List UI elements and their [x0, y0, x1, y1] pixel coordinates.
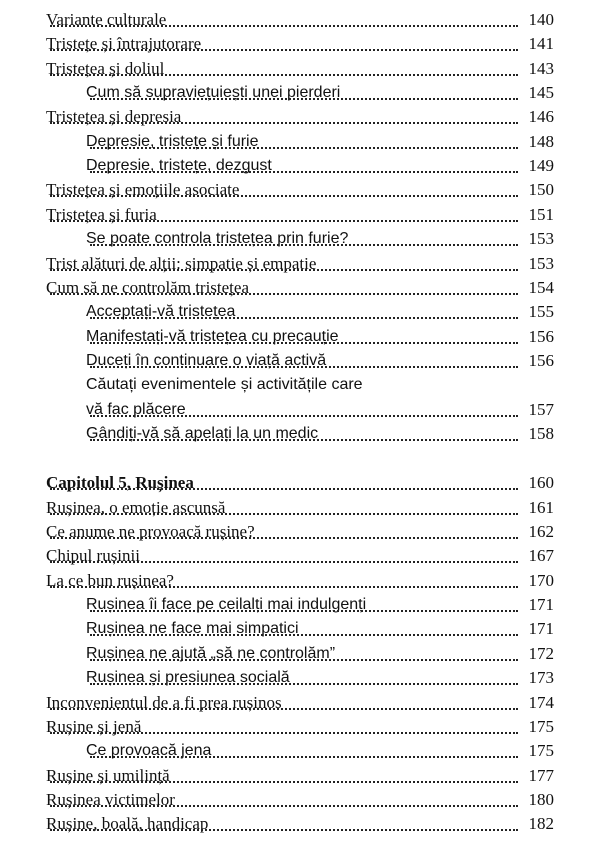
toc-entry-page-number: 153	[528, 252, 555, 276]
toc-entry	[0, 178, 600, 202]
toc-entry	[0, 520, 600, 544]
toc-entry-page-number: 161	[528, 496, 555, 520]
toc-dot-leader	[50, 293, 518, 295]
toc-entry-title: Se poate controla tristețea prin furie?	[86, 227, 349, 251]
toc-entry	[0, 276, 600, 300]
toc-entry-page-number: 151	[528, 203, 555, 227]
toc-entry-title: Rușinea victimelor	[46, 788, 176, 812]
toc-dot-leader	[90, 659, 518, 661]
toc-dot-leader	[90, 244, 518, 246]
toc-dot-leader	[50, 25, 518, 27]
toc-entry	[0, 227, 600, 251]
toc-entry-page-number: 145	[528, 81, 555, 105]
toc-entry-title: Tristețea și furia	[46, 203, 158, 227]
toc-dot-leader	[50, 488, 518, 490]
toc-dot-leader	[50, 49, 518, 51]
toc-entry	[0, 764, 600, 788]
toc-dot-leader	[50, 586, 518, 588]
toc-dot-leader	[50, 537, 518, 539]
toc-entry	[0, 471, 600, 495]
toc-entry-title: Rușinea ne ajută „să ne controlăm”	[86, 642, 336, 666]
toc-entry-title: Rușine și umilință	[46, 764, 171, 788]
toc-entry	[0, 57, 600, 81]
toc-entry-page-number: 141	[528, 32, 555, 56]
toc-entry-page-number: 156	[528, 325, 555, 349]
toc-entry	[0, 544, 600, 568]
toc-dot-leader	[90, 634, 518, 636]
toc-entry	[0, 373, 600, 397]
toc-entry-title: Tristețea și depresia	[46, 105, 182, 129]
toc-entry-page-number: 140	[528, 8, 555, 32]
toc-entry-title: Căutați evenimentele și activitățile care	[86, 373, 364, 397]
toc-entry	[0, 715, 600, 739]
toc-entry-title: Manifestați-vă tristețea cu precauție	[86, 325, 340, 349]
toc-entry-page-number: 170	[528, 569, 555, 593]
toc-entry-page-number: 150	[528, 178, 555, 202]
toc-entry	[0, 666, 600, 690]
toc-dot-leader	[90, 98, 518, 100]
toc-dot-leader	[90, 756, 518, 758]
toc-entry	[0, 130, 600, 154]
toc-dot-leader	[50, 74, 518, 76]
toc-entry	[0, 325, 600, 349]
toc-entry	[0, 154, 600, 178]
toc-entry	[0, 252, 600, 276]
toc-entry	[0, 8, 600, 32]
toc-entry	[0, 691, 600, 715]
toc-entry-title: Rușinea, o emoție ascunsă	[46, 496, 226, 520]
toc-dot-leader	[50, 220, 518, 222]
toc-dot-leader	[90, 171, 518, 173]
toc-entry-title: Variante culturale	[46, 8, 167, 32]
toc-entry-title: Depresie, tristețe, dezgust	[86, 154, 273, 178]
toc-entry-title: Rușine și jenă	[46, 715, 142, 739]
toc-entry	[0, 593, 600, 617]
toc-entry-page-number: 171	[528, 617, 555, 641]
toc-entry-page-number: 156	[528, 349, 555, 373]
toc-entry-title: Inconvenientul de a fi prea rușinos	[46, 691, 283, 715]
toc-entry	[0, 32, 600, 56]
toc-entry-page-number: 175	[528, 715, 555, 739]
toc-entry-title: Rușinea și presiunea socială	[86, 666, 291, 690]
toc-entry-title: La ce bun rușinea?	[46, 569, 175, 593]
toc-entry-page-number: 146	[528, 105, 555, 129]
toc-entry-page-number: 180	[528, 788, 555, 812]
toc-entry-title: Rușine, boală, handicap	[46, 812, 209, 836]
toc-dot-leader	[50, 732, 518, 734]
toc-entry	[0, 203, 600, 227]
toc-dot-leader	[50, 805, 518, 807]
toc-dot-leader	[50, 781, 518, 783]
toc-entry-page-number: 173	[528, 666, 555, 690]
toc-entry-page-number: 155	[528, 300, 555, 324]
toc-entry	[0, 569, 600, 593]
toc-entry-page-number: 171	[528, 593, 555, 617]
toc-dot-leader	[90, 683, 518, 685]
toc-dot-leader	[90, 342, 518, 344]
toc-entry-title: Trist alături de alții: simpatie și empatie	[46, 252, 317, 276]
toc-entry-page-number: 175	[528, 739, 555, 763]
toc-entry-page-number: 172	[528, 642, 555, 666]
toc-entry	[0, 398, 600, 422]
toc-entry-page-number: 143	[528, 57, 555, 81]
toc-entry	[0, 422, 600, 446]
toc-entry	[0, 617, 600, 641]
toc-entry-page-number: 182	[528, 812, 555, 836]
toc-entry	[0, 105, 600, 129]
toc-entry-title: Rușinea îi face pe ceilalți mai indulgenți	[86, 593, 367, 617]
toc-entry	[0, 739, 600, 763]
toc-entry	[0, 496, 600, 520]
toc-entry-page-number: 177	[528, 764, 555, 788]
toc-dot-leader	[90, 610, 518, 612]
toc-entry	[0, 788, 600, 812]
toc-entry-page-number: 149	[528, 154, 555, 178]
toc-entry-page-number: 158	[528, 422, 555, 446]
toc-entry-title: Depresie, tristețe și furie	[86, 130, 260, 154]
toc-dot-leader	[50, 829, 518, 831]
toc-entry-title: vă fac plăcere	[86, 398, 187, 422]
toc-dot-leader	[90, 415, 518, 417]
toc-dot-leader	[90, 317, 518, 319]
toc-entry	[0, 642, 600, 666]
toc-entry-title: Duceți în continuare o viață activă	[86, 349, 327, 373]
toc-entry-page-number: 162	[528, 520, 555, 544]
toc-dot-leader	[50, 122, 518, 124]
toc-entry-page-number: 154	[528, 276, 555, 300]
toc-entry-title: Cum să supraviețuiești unei pierderi	[86, 81, 341, 105]
toc-entry-page-number: 153	[528, 227, 555, 251]
toc-dot-leader	[50, 269, 518, 271]
toc-entry-title: Cum să ne controlăm tristețea	[46, 276, 250, 300]
toc-entry	[0, 300, 600, 324]
toc-entry-title: Gândiți-vă să apelați la un medic	[86, 422, 319, 446]
toc-entry-title: Ce provoacă jena	[86, 739, 212, 763]
toc-dot-leader	[90, 147, 518, 149]
toc-entry-page-number: 157	[528, 398, 555, 422]
toc-dot-leader	[90, 366, 518, 368]
toc-entry-title: Capitolul 5, Rușinea	[46, 471, 195, 495]
toc-dot-leader	[90, 439, 518, 441]
toc-dot-leader	[50, 708, 518, 710]
toc-entry-page-number: 148	[528, 130, 555, 154]
toc-entry-title: Acceptați-vă tristețea	[86, 300, 236, 324]
toc-dot-leader	[50, 195, 518, 197]
toc-dot-leader	[50, 561, 518, 563]
toc-entry-title: Chipul rușinii	[46, 544, 141, 568]
toc-entry	[0, 812, 600, 836]
toc-entry-title: Rușinea ne face mai simpatici	[86, 617, 300, 641]
toc-entry	[0, 81, 600, 105]
toc-entry-title: Tristețea și emoțiile asociate	[46, 178, 240, 202]
toc-entry	[0, 349, 600, 373]
toc-entry-title: Tristețe și întrajutorare	[46, 32, 202, 56]
toc-entry-page-number: 174	[528, 691, 555, 715]
toc-dot-leader	[50, 513, 518, 515]
toc-entry-title: Ce anume ne provoacă rușine?	[46, 520, 256, 544]
toc-entry-page-number: 160	[528, 471, 555, 495]
toc-entry-page-number: 167	[528, 544, 555, 568]
toc-entry-title: Tristețea și doliul	[46, 57, 165, 81]
